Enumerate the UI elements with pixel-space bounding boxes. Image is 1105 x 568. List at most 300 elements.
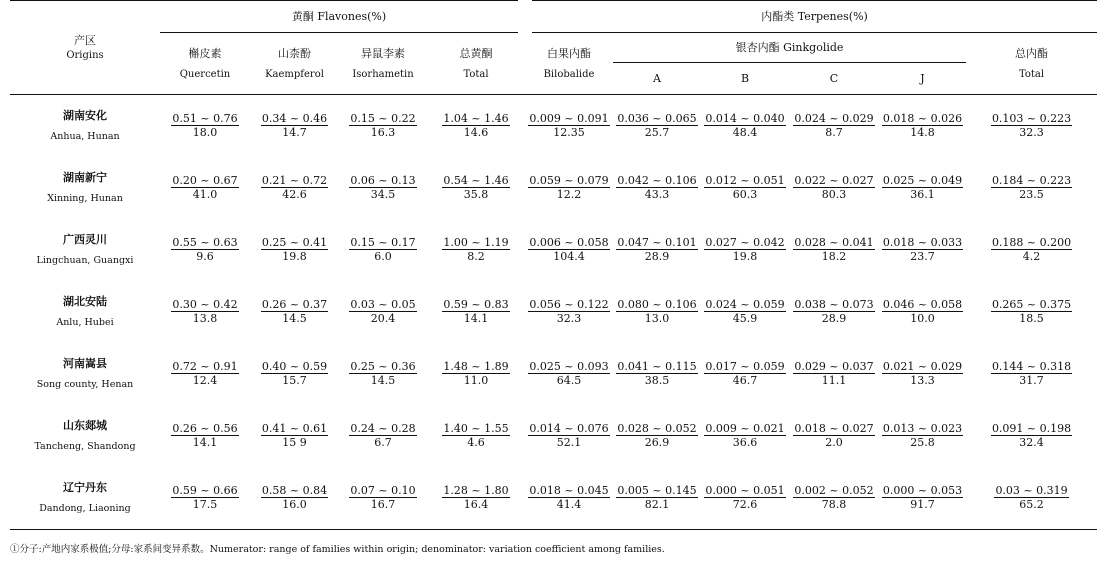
range-numerator: 0.038 ~ 0.073 bbox=[794, 298, 874, 311]
col-cn: 总内酯 bbox=[1015, 46, 1049, 60]
cv-denominator: 14.6 bbox=[463, 126, 489, 139]
fraction bbox=[528, 298, 609, 325]
value-cell bbox=[525, 95, 613, 158]
range-numerator: 0.021 ~ 0.029 bbox=[882, 360, 963, 373]
table-row bbox=[10, 95, 1097, 158]
col-header-quercetin bbox=[160, 33, 250, 95]
origin-cell bbox=[10, 157, 160, 219]
col-header-total-terpenes bbox=[966, 33, 1097, 95]
range-numerator: 0.009 ~ 0.091 bbox=[529, 112, 609, 125]
value-cell bbox=[789, 95, 879, 158]
origin-header-cn: 产区 bbox=[74, 33, 96, 47]
range-numerator: 0.059 ~ 0.079 bbox=[529, 174, 609, 187]
cv-denominator: 11.0 bbox=[463, 374, 489, 387]
range-numerator: 0.028 ~ 0.052 bbox=[617, 422, 697, 435]
range-numerator: 0.265 ~ 0.375 bbox=[991, 298, 1072, 311]
fraction bbox=[991, 112, 1072, 139]
cv-denominator: 41.0 bbox=[192, 188, 218, 201]
fraction bbox=[616, 484, 697, 511]
cv-denominator: 42.6 bbox=[282, 188, 307, 201]
range-numerator: 0.25 ~ 0.41 bbox=[261, 236, 328, 249]
value-cell bbox=[966, 467, 1097, 530]
range-numerator: 0.025 ~ 0.093 bbox=[529, 360, 609, 373]
fraction bbox=[704, 484, 785, 511]
cv-denominator: 18.0 bbox=[192, 126, 218, 139]
cv-denominator: 34.5 bbox=[370, 188, 396, 201]
value-cell bbox=[879, 343, 966, 405]
value-cell bbox=[160, 95, 250, 158]
range-numerator: 0.184 ~ 0.223 bbox=[991, 174, 1072, 187]
col-header-ginkgolide-b: B bbox=[701, 63, 789, 95]
cv-denominator: 16.7 bbox=[370, 498, 396, 511]
value-cell bbox=[160, 343, 250, 405]
range-numerator: 0.188 ~ 0.200 bbox=[991, 236, 1072, 249]
range-numerator: 0.025 ~ 0.049 bbox=[882, 174, 963, 187]
fraction bbox=[994, 484, 1068, 511]
range-numerator: 0.59 ~ 0.83 bbox=[443, 298, 509, 311]
col-header-bilobalide bbox=[525, 33, 613, 95]
col-header-isorhametin bbox=[339, 33, 427, 95]
value-cell bbox=[879, 281, 966, 343]
origin-cn: 湖北安陆 bbox=[63, 295, 107, 308]
table-row bbox=[10, 157, 1097, 219]
table-row bbox=[10, 405, 1097, 467]
fraction bbox=[442, 360, 509, 387]
cv-denominator: 32.3 bbox=[556, 312, 582, 325]
value-cell bbox=[339, 405, 427, 467]
cv-denominator: 14.7 bbox=[282, 126, 307, 139]
fraction bbox=[991, 236, 1072, 263]
cv-denominator: 6.7 bbox=[374, 436, 392, 449]
cv-denominator: 72.6 bbox=[732, 498, 758, 511]
cv-denominator: 28.9 bbox=[644, 250, 670, 263]
data-table-container bbox=[10, 0, 1097, 530]
terpenes-group-header: 内酯类 Terpenes(%) bbox=[525, 1, 1097, 33]
col-cn: 总黄酮 bbox=[459, 46, 493, 60]
range-numerator: 0.103 ~ 0.223 bbox=[991, 112, 1072, 125]
range-numerator: 0.58 ~ 0.84 bbox=[261, 484, 328, 497]
origin-cell bbox=[10, 281, 160, 343]
value-cell bbox=[525, 343, 613, 405]
range-numerator: 0.056 ~ 0.122 bbox=[529, 298, 609, 311]
fraction bbox=[261, 422, 328, 449]
value-cell bbox=[789, 405, 879, 467]
range-numerator: 0.018 ~ 0.033 bbox=[882, 236, 963, 249]
value-cell bbox=[339, 157, 427, 219]
col-en: Total bbox=[1018, 68, 1045, 80]
value-cell bbox=[613, 157, 701, 219]
range-numerator: 0.06 ~ 0.13 bbox=[350, 174, 416, 187]
table-row bbox=[10, 281, 1097, 343]
fraction bbox=[171, 360, 238, 387]
range-numerator: 1.00 ~ 1.19 bbox=[443, 236, 509, 249]
value-cell bbox=[339, 281, 427, 343]
range-numerator: 0.21 ~ 0.72 bbox=[261, 174, 328, 187]
cv-denominator: 13.0 bbox=[644, 312, 670, 325]
value-cell bbox=[525, 467, 613, 530]
value-cell bbox=[160, 157, 250, 219]
fraction bbox=[882, 484, 963, 511]
origin-cell bbox=[10, 467, 160, 530]
value-cell bbox=[966, 219, 1097, 281]
col-header-ginkgolide-j: J bbox=[879, 63, 966, 95]
origin-cell bbox=[10, 343, 160, 405]
fraction bbox=[704, 236, 785, 263]
fraction bbox=[704, 422, 785, 449]
fraction bbox=[616, 298, 697, 325]
fraction bbox=[261, 360, 328, 387]
range-numerator: 0.009 ~ 0.021 bbox=[705, 422, 785, 435]
fraction bbox=[442, 422, 509, 449]
cv-denominator: 82.1 bbox=[644, 498, 670, 511]
value-cell bbox=[525, 405, 613, 467]
value-cell bbox=[525, 219, 613, 281]
cv-denominator: 19.8 bbox=[732, 250, 758, 263]
range-numerator: 0.047 ~ 0.101 bbox=[617, 236, 697, 249]
table-body bbox=[10, 95, 1097, 530]
range-numerator: 0.72 ~ 0.91 bbox=[172, 360, 238, 373]
fraction bbox=[442, 236, 509, 263]
fraction bbox=[704, 112, 785, 139]
cv-denominator: 8.2 bbox=[467, 250, 485, 263]
fraction bbox=[349, 112, 416, 139]
value-cell bbox=[160, 219, 250, 281]
range-numerator: 0.017 ~ 0.059 bbox=[705, 360, 785, 373]
fraction bbox=[349, 484, 416, 511]
header-row-columns bbox=[10, 33, 1097, 63]
fraction bbox=[793, 360, 874, 387]
cv-denominator: 23.5 bbox=[1019, 188, 1044, 201]
fraction bbox=[616, 112, 697, 139]
col-cn: 槲皮素 bbox=[188, 46, 222, 60]
value-cell bbox=[879, 95, 966, 158]
value-cell bbox=[427, 281, 525, 343]
range-numerator: 0.24 ~ 0.28 bbox=[350, 422, 416, 435]
col-header-total-flavones bbox=[427, 33, 525, 95]
value-cell bbox=[250, 219, 339, 281]
range-numerator: 0.54 ~ 1.46 bbox=[443, 174, 509, 187]
range-numerator: 0.046 ~ 0.058 bbox=[882, 298, 963, 311]
value-cell bbox=[250, 343, 339, 405]
value-cell bbox=[160, 281, 250, 343]
range-numerator: 0.027 ~ 0.042 bbox=[705, 236, 785, 249]
cv-denominator: 32.3 bbox=[1019, 126, 1044, 139]
fraction bbox=[704, 174, 785, 201]
cv-denominator: 16.3 bbox=[370, 126, 396, 139]
cv-denominator: 48.4 bbox=[732, 126, 758, 139]
cv-denominator: 46.7 bbox=[732, 374, 758, 387]
range-numerator: 0.34 ~ 0.46 bbox=[261, 112, 328, 125]
value-cell bbox=[339, 95, 427, 158]
value-cell bbox=[879, 219, 966, 281]
value-cell bbox=[427, 157, 525, 219]
fraction bbox=[528, 236, 609, 263]
fraction bbox=[882, 112, 963, 139]
range-numerator: 1.04 ~ 1.46 bbox=[443, 112, 509, 125]
fraction bbox=[793, 298, 874, 325]
value-cell bbox=[966, 343, 1097, 405]
origin-cn: 辽宁丹东 bbox=[63, 481, 107, 494]
origin-cell bbox=[10, 219, 160, 281]
col-header-ginkgolide-a: A bbox=[613, 63, 701, 95]
cv-denominator: 35.8 bbox=[463, 188, 489, 201]
cv-denominator: 12.35 bbox=[553, 126, 585, 139]
fraction bbox=[991, 174, 1072, 201]
cv-denominator: 25.8 bbox=[910, 436, 935, 449]
value-cell bbox=[427, 467, 525, 530]
value-cell bbox=[789, 467, 879, 530]
col-cn: 异鼠李素 bbox=[361, 46, 405, 60]
fraction bbox=[528, 484, 609, 511]
col-en: Bilobalide bbox=[543, 68, 595, 80]
fraction bbox=[261, 298, 328, 325]
cv-denominator: 28.9 bbox=[821, 312, 847, 325]
cv-denominator: 36.6 bbox=[732, 436, 758, 449]
cv-denominator: 36.1 bbox=[910, 188, 935, 201]
cv-denominator: 4.2 bbox=[1022, 250, 1041, 263]
cv-denominator: 45.9 bbox=[732, 312, 758, 325]
fraction bbox=[528, 174, 609, 201]
value-cell bbox=[250, 157, 339, 219]
cv-denominator: 14.1 bbox=[192, 436, 218, 449]
value-cell bbox=[613, 467, 701, 530]
value-cell bbox=[966, 405, 1097, 467]
fraction bbox=[616, 236, 697, 263]
value-cell bbox=[879, 467, 966, 530]
fraction bbox=[882, 298, 963, 325]
fraction bbox=[793, 484, 874, 511]
value-cell bbox=[789, 219, 879, 281]
value-cell bbox=[160, 467, 250, 530]
range-numerator: 0.15 ~ 0.17 bbox=[350, 236, 416, 249]
fraction bbox=[704, 360, 785, 387]
fraction bbox=[616, 360, 697, 387]
cv-denominator: 15.7 bbox=[282, 374, 307, 387]
cv-denominator: 12.2 bbox=[556, 188, 582, 201]
fraction bbox=[616, 422, 697, 449]
range-numerator: 0.022 ~ 0.027 bbox=[794, 174, 874, 187]
origin-header bbox=[10, 1, 160, 95]
range-numerator: 0.26 ~ 0.37 bbox=[261, 298, 328, 311]
cv-denominator: 14.8 bbox=[910, 126, 935, 139]
cv-denominator: 6.0 bbox=[374, 250, 392, 263]
cv-denominator: 14.1 bbox=[463, 312, 489, 325]
cv-denominator: 20.4 bbox=[370, 312, 396, 325]
value-cell bbox=[789, 343, 879, 405]
cv-denominator: 65.2 bbox=[1019, 498, 1044, 511]
fraction bbox=[171, 484, 238, 511]
value-cell bbox=[525, 281, 613, 343]
range-numerator: 0.30 ~ 0.42 bbox=[172, 298, 238, 311]
fraction bbox=[991, 360, 1072, 387]
fraction bbox=[991, 422, 1072, 449]
range-numerator: 0.03 ~ 0.319 bbox=[995, 484, 1068, 497]
value-cell bbox=[339, 219, 427, 281]
col-header-ginkgolide-c: C bbox=[789, 63, 879, 95]
fraction bbox=[793, 236, 874, 263]
cv-denominator: 25.7 bbox=[644, 126, 670, 139]
cv-denominator: 43.3 bbox=[644, 188, 670, 201]
range-numerator: 0.41 ~ 0.61 bbox=[261, 422, 328, 435]
cv-denominator: 8.7 bbox=[825, 126, 843, 139]
fraction bbox=[882, 360, 963, 387]
value-cell bbox=[427, 343, 525, 405]
cv-denominator: 16.0 bbox=[282, 498, 307, 511]
origin-en: Anhua, Hunan bbox=[50, 131, 120, 142]
range-numerator: 0.000 ~ 0.051 bbox=[705, 484, 785, 497]
fraction bbox=[882, 422, 963, 449]
fraction bbox=[171, 236, 238, 263]
origin-header-en: Origins bbox=[66, 49, 104, 61]
fraction bbox=[349, 298, 416, 325]
range-numerator: 0.024 ~ 0.059 bbox=[705, 298, 785, 311]
range-numerator: 0.005 ~ 0.145 bbox=[617, 484, 697, 497]
fraction bbox=[991, 298, 1072, 325]
col-cn: 山柰酚 bbox=[278, 46, 311, 60]
value-cell bbox=[250, 281, 339, 343]
range-numerator: 0.03 ~ 0.05 bbox=[350, 298, 416, 311]
value-cell bbox=[339, 343, 427, 405]
cv-denominator: 19.8 bbox=[282, 250, 307, 263]
value-cell bbox=[250, 467, 339, 530]
value-cell bbox=[613, 95, 701, 158]
range-numerator: 0.029 ~ 0.037 bbox=[794, 360, 874, 373]
range-numerator: 0.006 ~ 0.058 bbox=[529, 236, 609, 249]
fraction bbox=[261, 236, 328, 263]
cv-denominator: 60.3 bbox=[732, 188, 758, 201]
value-cell bbox=[879, 405, 966, 467]
cv-denominator: 16.4 bbox=[463, 498, 489, 511]
range-numerator: 1.28 ~ 1.80 bbox=[443, 484, 509, 497]
fraction bbox=[171, 422, 238, 449]
range-numerator: 0.55 ~ 0.63 bbox=[172, 236, 238, 249]
range-numerator: 0.40 ~ 0.59 bbox=[261, 360, 328, 373]
cv-denominator: 32.4 bbox=[1019, 436, 1044, 449]
value-cell bbox=[701, 405, 789, 467]
fraction bbox=[442, 112, 509, 139]
table-row bbox=[10, 219, 1097, 281]
fraction bbox=[793, 422, 874, 449]
origin-cn: 山东郯城 bbox=[63, 419, 107, 432]
value-cell bbox=[427, 219, 525, 281]
fraction bbox=[442, 298, 509, 325]
fraction bbox=[442, 484, 509, 511]
value-cell bbox=[613, 343, 701, 405]
fraction bbox=[882, 236, 963, 263]
range-numerator: 0.000 ~ 0.053 bbox=[882, 484, 963, 497]
cv-denominator: 14.5 bbox=[370, 374, 396, 387]
origin-cn: 广西灵川 bbox=[63, 233, 107, 246]
origin-en: Tancheng, Shandong bbox=[34, 441, 136, 452]
table-row bbox=[10, 467, 1097, 530]
fraction bbox=[171, 298, 238, 325]
col-en: Total bbox=[463, 68, 489, 80]
cv-denominator: 13.3 bbox=[910, 374, 935, 387]
origin-cell bbox=[10, 95, 160, 158]
fraction bbox=[882, 174, 963, 201]
header-row-groups bbox=[10, 1, 1097, 33]
cv-denominator: 18.2 bbox=[821, 250, 847, 263]
value-cell bbox=[701, 157, 789, 219]
range-numerator: 0.20 ~ 0.67 bbox=[172, 174, 238, 187]
cv-denominator: 31.7 bbox=[1019, 374, 1044, 387]
cv-denominator: 9.6 bbox=[196, 250, 214, 263]
cv-denominator: 18.5 bbox=[1019, 312, 1044, 325]
range-numerator: 0.080 ~ 0.106 bbox=[617, 298, 697, 311]
range-numerator: 0.59 ~ 0.66 bbox=[172, 484, 238, 497]
origin-cn: 河南嵩县 bbox=[63, 357, 107, 370]
value-cell bbox=[966, 157, 1097, 219]
fraction bbox=[261, 484, 328, 511]
fraction bbox=[528, 360, 609, 387]
fraction bbox=[704, 298, 785, 325]
value-cell bbox=[250, 405, 339, 467]
cv-denominator: 41.4 bbox=[556, 498, 582, 511]
fraction bbox=[349, 422, 416, 449]
range-numerator: 0.07 ~ 0.10 bbox=[350, 484, 416, 497]
origin-en: Dandong, Liaoning bbox=[39, 503, 131, 514]
cv-denominator: 80.3 bbox=[821, 188, 847, 201]
value-cell bbox=[789, 281, 879, 343]
fraction bbox=[171, 174, 238, 201]
value-cell bbox=[613, 219, 701, 281]
range-numerator: 0.014 ~ 0.040 bbox=[705, 112, 785, 125]
cv-denominator: 26.9 bbox=[644, 436, 670, 449]
origin-cn: 湖南安化 bbox=[63, 109, 107, 122]
range-numerator: 0.15 ~ 0.22 bbox=[350, 112, 416, 125]
cv-denominator: 10.0 bbox=[910, 312, 935, 325]
range-numerator: 0.51 ~ 0.76 bbox=[172, 112, 238, 125]
ginkgolide-group-header: 银杏内酯 Ginkgolide bbox=[613, 33, 966, 63]
fraction bbox=[442, 174, 509, 201]
value-cell bbox=[613, 281, 701, 343]
range-numerator: 0.26 ~ 0.56 bbox=[172, 422, 238, 435]
range-numerator: 0.002 ~ 0.052 bbox=[794, 484, 874, 497]
origin-en: Lingchuan, Guangxi bbox=[36, 255, 134, 266]
range-numerator: 0.014 ~ 0.076 bbox=[529, 422, 609, 435]
value-cell bbox=[701, 343, 789, 405]
range-numerator: 0.144 ~ 0.318 bbox=[991, 360, 1072, 373]
range-numerator: 1.48 ~ 1.89 bbox=[443, 360, 509, 373]
range-numerator: 0.091 ~ 0.198 bbox=[991, 422, 1072, 435]
value-cell bbox=[160, 405, 250, 467]
fraction bbox=[528, 422, 609, 449]
fraction bbox=[261, 174, 328, 201]
range-numerator: 0.018 ~ 0.026 bbox=[882, 112, 963, 125]
cv-denominator: 12.4 bbox=[192, 374, 218, 387]
cv-denominator: 23.7 bbox=[910, 250, 935, 263]
range-numerator: 0.036 ~ 0.065 bbox=[617, 112, 697, 125]
origin-cn: 湖南新宁 bbox=[63, 171, 107, 184]
col-cn: 白果内酯 bbox=[547, 46, 592, 60]
origin-en: Song county, Henan bbox=[36, 379, 134, 390]
fraction bbox=[171, 112, 238, 139]
value-cell bbox=[701, 467, 789, 530]
range-numerator: 0.018 ~ 0.027 bbox=[794, 422, 874, 435]
value-cell bbox=[427, 95, 525, 158]
range-numerator: 0.012 ~ 0.051 bbox=[705, 174, 785, 187]
cv-denominator: 64.5 bbox=[556, 374, 582, 387]
value-cell bbox=[966, 95, 1097, 158]
cv-denominator: 104.4 bbox=[553, 250, 585, 263]
fraction bbox=[261, 112, 328, 139]
value-cell bbox=[250, 95, 339, 158]
value-cell bbox=[339, 467, 427, 530]
fraction bbox=[349, 236, 416, 263]
flavones-group-header: 黄酮 Flavones(%) bbox=[160, 1, 525, 33]
fraction bbox=[349, 174, 416, 201]
cv-denominator: 2.0 bbox=[825, 436, 843, 449]
